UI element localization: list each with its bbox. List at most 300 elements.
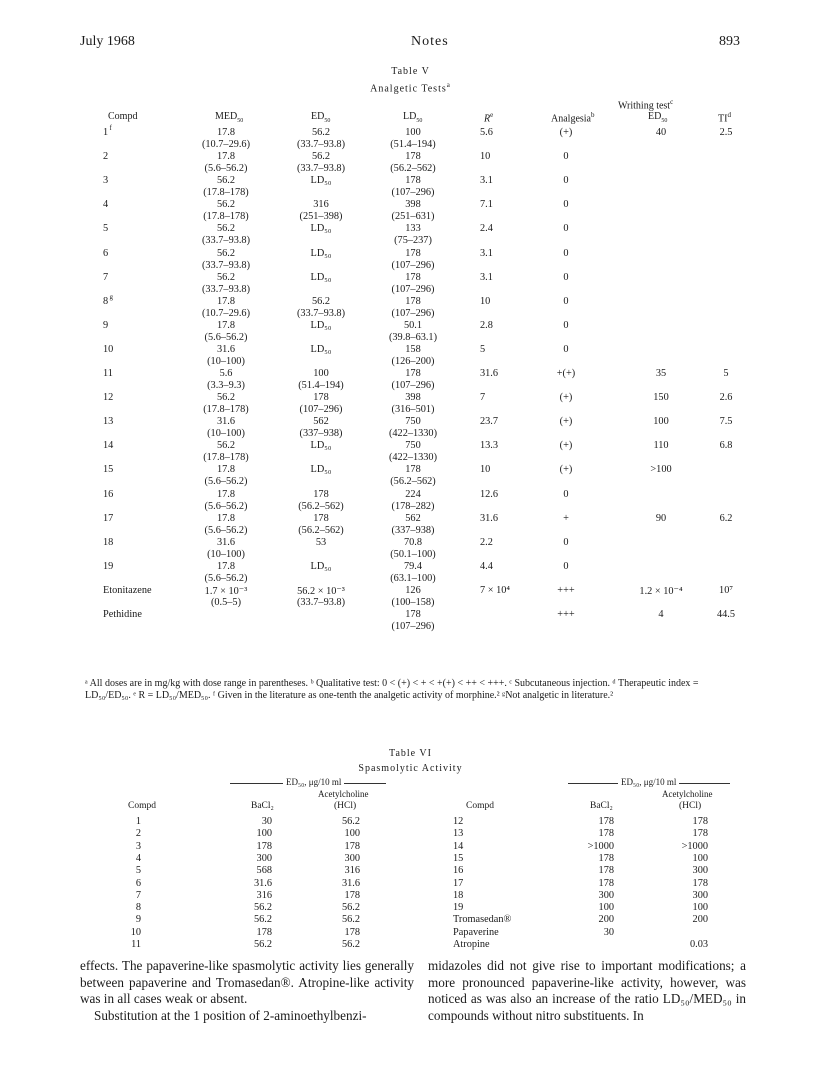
ed50-value: LD₅₀ [310, 464, 332, 476]
ld50-value: 133 [405, 223, 421, 235]
acetylcholine-value: 0.03 [689, 939, 708, 950]
ld50-range: (126–200) [391, 355, 435, 367]
table5-row [0, 416, 821, 442]
med50-value: 5.6 [219, 368, 233, 379]
ed50-range: (251–398) [299, 211, 343, 223]
analgesia-value: + [563, 512, 569, 524]
compound-label: 11 [131, 939, 141, 950]
analgesia-value: 0 [563, 343, 569, 355]
ed50-value: 56.2 [311, 151, 331, 163]
ld50-range: (100–158) [391, 596, 435, 608]
med50-value: 17.8 [216, 464, 236, 476]
table5-col-writhing-ed: $ED_{50}$ [648, 111, 668, 124]
r-value: 5 [480, 343, 486, 355]
table6-left-acetyl: Acetylcholine [318, 789, 369, 799]
ed50-range: (33.7–93.8) [296, 307, 346, 319]
bacl2-value: 100 [256, 828, 272, 840]
compound-label: 9 [135, 914, 141, 926]
analgesia-value: 0 [563, 223, 569, 235]
acetylcholine-value: 56.2 [341, 816, 360, 827]
ti-value: 10⁷ [719, 584, 733, 596]
compound-label: 15 [453, 852, 464, 864]
ed50-value: 562 [313, 416, 329, 428]
acetylcholine-value: 56.2 [341, 939, 360, 950]
ld50-range: (337–938) [391, 524, 435, 536]
ld50-value: 178 [405, 609, 421, 620]
acetylcholine-value: 200 [692, 914, 708, 926]
table5-row [0, 368, 821, 394]
table5-row [0, 124, 821, 153]
compound-label: 16 [453, 865, 464, 877]
ld50-value: 178 [405, 368, 421, 379]
r-value: 10 [480, 295, 491, 307]
table6-right-row [0, 878, 821, 891]
table6-right-col-compd: Compd [466, 801, 494, 811]
acetylcholine-value: 178 [692, 816, 708, 827]
ld50-range: (107–296) [391, 621, 435, 632]
compound-label: 4 [135, 852, 141, 864]
compound-label: 14 [453, 840, 464, 852]
med50-value: 17.8 [216, 512, 236, 524]
table6-right-group-head: ED₅₀, μg/10 ml [618, 777, 679, 787]
ld50-value: 178 [405, 247, 421, 259]
med50-range: (10–100) [207, 548, 245, 560]
ti-value: 6.8 [719, 440, 733, 452]
acetylcholine-value: 300 [692, 889, 708, 901]
acetylcholine-value: 100 [692, 902, 708, 914]
acetylcholine-value: 31.6 [341, 877, 360, 889]
ld50-value: 750 [405, 416, 421, 428]
ld50-range: (107–296) [391, 380, 435, 391]
table5-row [0, 292, 821, 322]
ed50-value: 316 [313, 199, 329, 211]
table6-right-row [0, 939, 821, 952]
table5-col-ed: $ED_{50}$ [311, 111, 331, 124]
bacl2-value: 178 [256, 926, 272, 938]
compound-label: 3 [103, 175, 109, 187]
compound-label: Atropine [453, 939, 490, 950]
compound-footnote-mark: f [109, 124, 112, 132]
ed50-range: (51.4–194) [298, 380, 344, 391]
med50-value: 17.8 [216, 295, 236, 307]
table5-row [0, 561, 821, 587]
r-value: 13.3 [480, 440, 499, 452]
ld50-range: (178–282) [391, 500, 435, 512]
compound-label: Papaverine [453, 926, 499, 938]
table6-left-col-compd: Compd [128, 801, 156, 811]
acetylcholine-value: 56.2 [341, 914, 360, 926]
compound-label: 19 [453, 902, 464, 914]
table6-right-row [0, 927, 821, 940]
ed50-value: LD₅₀ [310, 440, 332, 452]
table5-col-ld: $LD_{50}$ [403, 111, 423, 124]
med50-value: 56.2 [216, 271, 236, 283]
acetylcholine-value: 178 [344, 926, 360, 938]
acetylcholine-value: 100 [692, 852, 708, 864]
table6-right-row [0, 914, 821, 927]
compound-label: 2 [103, 151, 109, 163]
med50-range: (5.6–56.2) [204, 331, 248, 343]
ed50-value: LD₅₀ [310, 319, 332, 331]
writhing-ed50-value: 90 [655, 512, 667, 524]
ld50-value: 100 [405, 127, 421, 138]
ti-value: 44.5 [716, 609, 736, 620]
r-value: 10 [480, 464, 491, 476]
med50-value: 31.6 [216, 536, 236, 548]
analgesia-value: (+) [559, 416, 573, 428]
body-text-right: midazoles did not give rise to important modifications; a more pronounced papaverine-like activity, however, was noticed as was also an increase of the ratio LD₅₀/MED₅₀ in compounds without nitro substituents. In [428, 958, 746, 1023]
ed50-range: (56.2–562) [298, 524, 344, 536]
compound-label: 18 [103, 536, 114, 548]
bacl2-value: 31.6 [253, 877, 272, 889]
r-value: 2.2 [480, 536, 493, 548]
r-value: 12.6 [480, 488, 499, 500]
ld50-range: (63.1–100) [390, 572, 436, 584]
compound-label: Etonitazene [103, 584, 152, 596]
med50-range: (5.6–56.2) [204, 500, 248, 512]
compound-label: 17 [103, 512, 114, 524]
writhing-ed50-value: >100 [650, 464, 672, 476]
compound-label: 1 [135, 816, 141, 827]
r-value: 5.6 [480, 127, 493, 138]
compound-label: 16 [103, 488, 114, 500]
med50-range: (5.6–56.2) [204, 476, 248, 488]
r-value: 7.1 [480, 199, 493, 211]
acetylcholine-value: 178 [692, 828, 708, 840]
acetylcholine-value: 178 [344, 889, 360, 901]
ld50-range: (107–296) [391, 259, 435, 271]
table6-right-acetyl: Acetylcholine [662, 789, 713, 799]
ed50-value: 56.2 [311, 127, 331, 138]
table5-col-analgesia: Analgesia$^b$ [551, 111, 595, 125]
analgesia-value: 0 [563, 560, 569, 572]
ld50-value: 398 [405, 392, 421, 404]
med50-range: (0.5–5) [210, 596, 242, 608]
table5-row [0, 609, 821, 635]
compound-label: 9 [103, 319, 109, 331]
compound-label: 5 [135, 865, 141, 877]
med50-range: (33.7–93.8) [201, 283, 251, 295]
ed50-value: LD₅₀ [310, 271, 332, 283]
compound-label: 10 [130, 926, 141, 938]
med50-value: 17.8 [216, 127, 236, 138]
ld50-value: 70.8 [403, 536, 423, 548]
compound-label: 13 [453, 828, 464, 840]
compound-label: 7 [135, 889, 141, 901]
ld50-value: 178 [405, 464, 421, 476]
ld50-value: 126 [405, 584, 421, 596]
ed50-value: 56.2 × 10⁻³ [297, 585, 345, 597]
table5-col-ti: $TI^d$ [718, 111, 731, 125]
bacl2-value: 56.2 [253, 914, 272, 926]
compound-label: 8 [103, 295, 109, 307]
r-value: 23.7 [480, 416, 499, 428]
table5-title: Table V [391, 66, 430, 77]
med50-range: (17.8–178) [203, 452, 249, 464]
med50-value: 31.6 [216, 343, 236, 355]
med50-range: (10–100) [207, 428, 245, 440]
analgesia-value: (+) [559, 464, 573, 476]
table6-right-row [0, 890, 821, 903]
table5-col-compd: Compd [108, 111, 138, 122]
med50-range: (5.6–56.2) [204, 524, 248, 536]
analgesia-value: 0 [563, 295, 569, 307]
bacl2-value: 178 [598, 828, 614, 840]
compound-label: 4 [103, 199, 109, 211]
ld50-range: (422–1330) [388, 428, 438, 440]
table5-row [0, 537, 821, 563]
ld50-range: (56.2–562) [390, 476, 436, 488]
ld50-value: 178 [405, 295, 421, 307]
table5-row [0, 464, 821, 490]
ld50-range: (51.4–194) [390, 139, 436, 150]
med50-value: 56.2 [216, 199, 236, 211]
ld50-value: 750 [405, 440, 421, 452]
bacl2-value: 56.2 [253, 902, 272, 914]
table5-row [0, 513, 821, 539]
med50-value: 17.8 [216, 319, 236, 331]
ld50-range: (56.2–562) [390, 163, 436, 175]
compound-label: 10 [103, 343, 114, 355]
analgesia-value: (+) [559, 440, 573, 452]
compound-label: 2 [135, 828, 141, 840]
ti-value: 2.5 [719, 127, 733, 138]
table6-right-col-bacl: BaCl₂ [590, 801, 613, 811]
table5-row [0, 489, 821, 515]
med50-range: (5.6–56.2) [204, 572, 248, 584]
bacl2-value: 316 [256, 889, 272, 901]
acetylcholine-value: >1000 [681, 840, 708, 852]
ed50-value: LD₅₀ [310, 560, 332, 572]
compound-label: 13 [103, 416, 114, 428]
med50-value: 1.7 × 10⁻³ [204, 585, 248, 597]
compound-label: 14 [103, 440, 114, 452]
ld50-range: (50.1–100) [390, 548, 436, 560]
ed50-range: (33.7–93.8) [296, 596, 346, 608]
analgesia-value: 0 [563, 488, 569, 500]
ld50-value: 398 [405, 199, 421, 211]
table5-writhing-head: Writhing test$^c$ [618, 98, 674, 112]
table5-row [0, 175, 821, 201]
analgesia-value: 0 [563, 199, 569, 211]
table6-right-row [0, 853, 821, 866]
table6-subtitle: Spasmolytic Activity [358, 763, 463, 774]
compound-label: 12 [103, 392, 114, 404]
med50-range: (10.7–29.6) [201, 307, 251, 319]
acetylcholine-value: 178 [344, 840, 360, 852]
table5-row [0, 272, 821, 298]
compound-footnote-mark: g [109, 292, 113, 301]
table5-row [0, 344, 821, 370]
r-value: 31.6 [480, 512, 499, 524]
r-value: 3.1 [480, 247, 493, 259]
ed50-value: LD₅₀ [310, 343, 332, 355]
ld50-value: 158 [405, 343, 421, 355]
ed50-value: 100 [313, 368, 329, 379]
med50-range: (10.7–29.6) [201, 139, 251, 150]
r-value: 3.1 [480, 175, 493, 187]
ld50-value: 178 [405, 271, 421, 283]
r-value: 31.6 [480, 368, 499, 379]
med50-range: (17.8–178) [203, 187, 249, 199]
ed50-range: (56.2–562) [298, 500, 344, 512]
analgesia-value: 0 [563, 319, 569, 331]
ld50-range: (422–1330) [388, 452, 438, 464]
table6-left-col-hcl: (HCl) [334, 801, 357, 811]
med50-value: 17.8 [216, 151, 236, 163]
ld50-value: 562 [405, 512, 421, 524]
r-value: 10 [480, 151, 491, 163]
table6-right-row [0, 865, 821, 878]
ed50-value: 56.2 [311, 295, 331, 307]
writhing-ed50-value: 150 [653, 392, 669, 404]
bacl2-value: 56.2 [253, 939, 272, 950]
compound-label: 5 [103, 223, 109, 235]
ed50-value: LD₅₀ [310, 175, 332, 187]
acetylcholine-value: 178 [692, 877, 708, 889]
table5-row [0, 392, 821, 418]
r-value: 7 × 10⁴ [480, 584, 510, 596]
med50-value: 56.2 [216, 223, 236, 235]
writhing-ed50-value: 40 [655, 127, 667, 138]
bacl2-value: 568 [256, 865, 272, 877]
table5-row [0, 248, 821, 274]
med50-value: 56.2 [216, 247, 236, 259]
compound-label: 3 [135, 840, 141, 852]
r-value: 2.4 [480, 223, 493, 235]
bacl2-value: >1000 [587, 840, 614, 852]
compound-label: 1 [103, 127, 109, 138]
ld50-range: (251–631) [391, 211, 435, 223]
med50-value: 17.8 [216, 488, 236, 500]
ed50-range: (337–938) [299, 428, 343, 440]
running-header-date: July 1968 [80, 34, 135, 49]
compound-label: 15 [103, 464, 114, 476]
r-value: 3.1 [480, 271, 493, 283]
compound-label: 18 [453, 889, 464, 901]
med50-range: (17.8–178) [203, 404, 249, 416]
ed50-value: 178 [313, 512, 329, 524]
med50-range: (33.7–93.8) [201, 259, 251, 271]
table5-row [0, 440, 821, 466]
compound-label: 7 [103, 271, 109, 283]
ed50-range: (107–296) [299, 404, 343, 416]
table5-row [0, 585, 821, 611]
ld50-value: 224 [405, 488, 421, 500]
analgesia-value: 0 [563, 271, 569, 283]
compound-label: 11 [103, 368, 113, 379]
ed50-range: (33.7–93.8) [296, 163, 346, 175]
ld50-range: (107–296) [391, 187, 435, 199]
ti-value: 7.5 [719, 416, 733, 428]
bacl2-value: 178 [598, 877, 614, 889]
bacl2-value: 200 [598, 914, 614, 926]
acetylcholine-value: 300 [692, 865, 708, 877]
acetylcholine-value: 56.2 [341, 902, 360, 914]
bacl2-value: 300 [598, 889, 614, 901]
acetylcholine-value: 316 [344, 865, 360, 877]
bacl2-value: 178 [598, 816, 614, 827]
bacl2-value: 300 [256, 852, 272, 864]
analgesia-value: +(+) [556, 368, 576, 379]
compound-label: 17 [453, 877, 464, 889]
table5-subtitle: Analgetic Tests$^a$ [370, 81, 451, 95]
ld50-range: (107–296) [391, 283, 435, 295]
writhing-ed50-value: 35 [655, 368, 667, 379]
r-value: 2.8 [480, 319, 493, 331]
compound-label: 6 [103, 247, 109, 259]
bacl2-value: 30 [261, 816, 272, 827]
writhing-ed50-value: 1.2 × 10⁻⁴ [639, 585, 683, 597]
analgesia-value: (+) [559, 127, 573, 138]
med50-value: 56.2 [216, 392, 236, 404]
ti-value: 6.2 [719, 512, 733, 524]
compound-label: 8 [135, 902, 141, 914]
ti-value: 5 [723, 368, 729, 379]
acetylcholine-value: 300 [344, 852, 360, 864]
r-value: 4.4 [480, 560, 493, 572]
table5-col-r: $R^e$ [484, 111, 494, 125]
table5-row [0, 223, 821, 249]
ed50-range: (33.7–93.8) [296, 139, 346, 150]
table6-left-col-bacl: BaCl₂ [251, 801, 274, 811]
med50-range: (33.7–93.8) [201, 235, 251, 247]
ld50-range: (39.8–63.1) [388, 331, 438, 343]
table6-right-col-hcl: (HCl) [679, 801, 702, 811]
med50-value: 31.6 [216, 416, 236, 428]
table5-row [0, 151, 821, 177]
ld50-range: (316–501) [391, 404, 435, 416]
compound-label: Tromasedan® [453, 914, 512, 926]
writhing-ed50-value: 4 [658, 609, 664, 620]
ld50-value: 50.1 [403, 319, 423, 331]
bacl2-value: 178 [598, 852, 614, 864]
ed50-value: LD₅₀ [310, 223, 332, 235]
analgesia-value: 0 [563, 536, 569, 548]
bacl2-value: 178 [256, 840, 272, 852]
compound-label: 19 [103, 560, 114, 572]
analgesia-value: 0 [563, 247, 569, 259]
ed50-value: 178 [313, 488, 329, 500]
table5-row [0, 199, 821, 225]
ld50-value: 79.4 [403, 560, 423, 572]
med50-range: (10–100) [207, 355, 245, 367]
analgesia-value: 0 [563, 175, 569, 187]
page-number: 893 [719, 34, 740, 49]
r-value: 7 [480, 392, 486, 404]
analgesia-value: +++ [557, 609, 575, 620]
analgesia-value: +++ [557, 584, 575, 596]
table5-col-med: $MED_{50}$ [215, 111, 244, 124]
compound-label: 6 [135, 877, 141, 889]
ld50-value: 178 [405, 175, 421, 187]
table6-right-row [0, 828, 821, 841]
ld50-value: 178 [405, 151, 421, 163]
ed50-value: 178 [313, 392, 329, 404]
running-header-section: Notes [411, 34, 449, 49]
bacl2-value: 30 [603, 926, 614, 938]
ld50-range: (75–237) [394, 235, 432, 247]
compound-label: Pethidine [103, 609, 142, 620]
ti-value: 2.6 [719, 392, 733, 404]
table6-title: Table VI [389, 748, 432, 759]
table6-right-row [0, 902, 821, 915]
writhing-ed50-value: 100 [653, 416, 669, 428]
table6-left-group-head: ED₅₀, μg/10 ml [283, 777, 344, 787]
writhing-ed50-value: 110 [653, 440, 669, 452]
body-text-left: effects. The papaverine-like spasmolytic activity lies generally between papaverine and Tromasedan®. Atropine-like activity was in all cases weak or absent. Substitution at the 1 position of 2-aminoethylbenzi- [80, 958, 414, 1023]
med50-range: (3.3–9.3) [207, 380, 245, 391]
